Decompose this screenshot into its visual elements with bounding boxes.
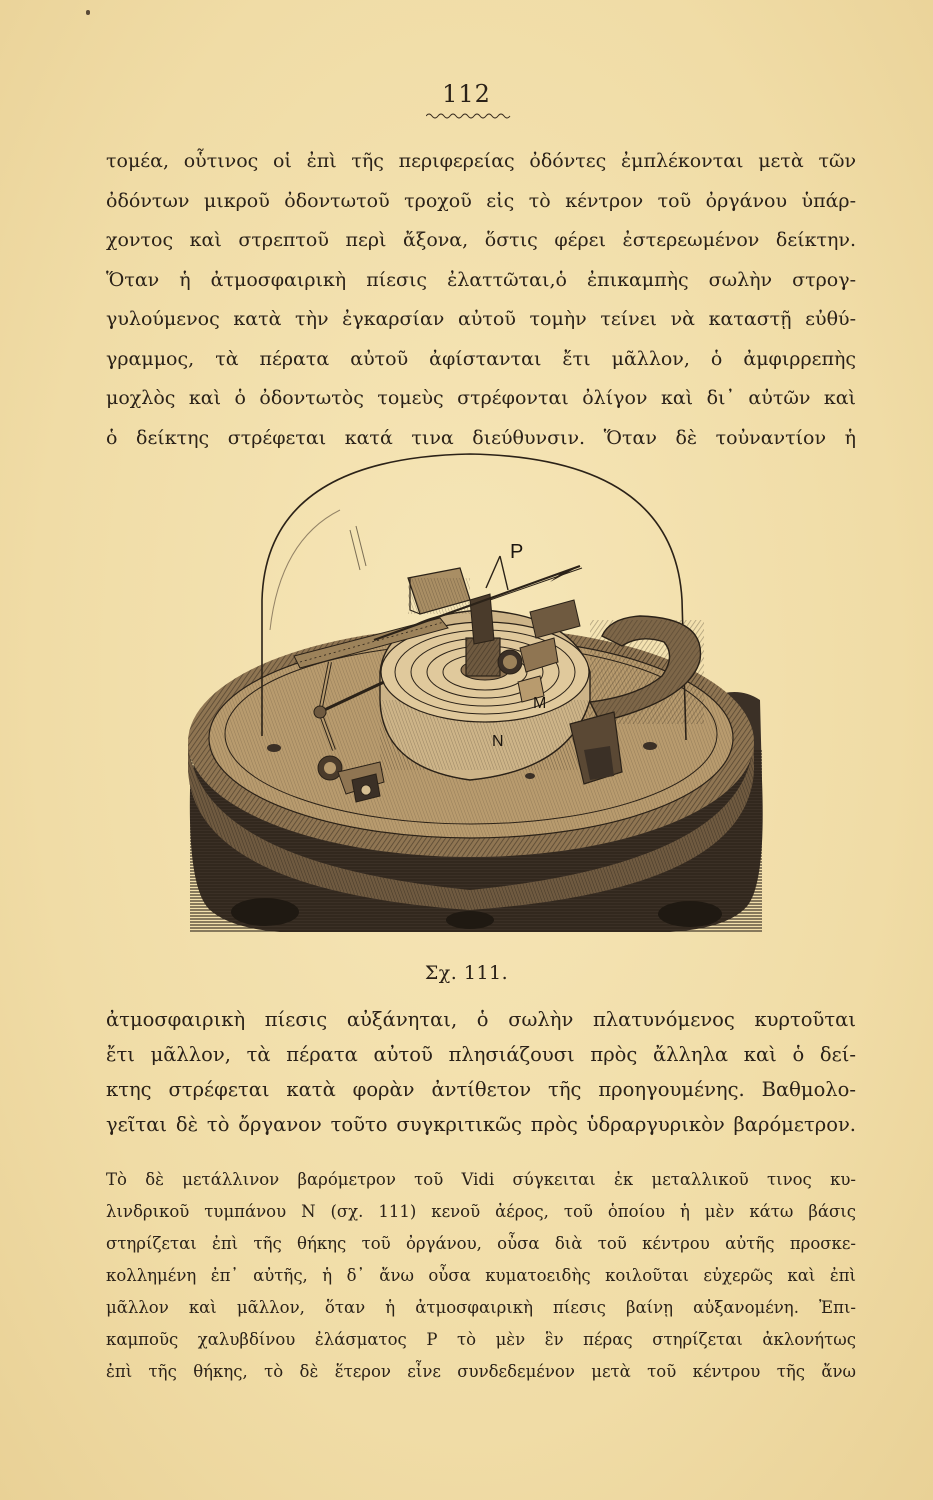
text-line: μᾶλλον καὶ μᾶλλον, ὅταν ἡ ἀτμοσφαιρικὴ πίεσις βαίνῃ αὐξανομένη. Ἐπι- bbox=[106, 1298, 856, 1317]
text-line: ἔτι μᾶλλον, τὰ πέρατα αὐτοῦ πλησιάζουσι πρὸς ἄλληλα καὶ ὁ δεί- bbox=[106, 1043, 856, 1066]
aneroid-barometer-engraving bbox=[170, 450, 770, 948]
text-line: λινδρικοῦ τυμπάνου N (σχ. 111) κενοῦ ἀέρος, τοῦ ὁποίου ἡ μὲν κάτω βάσις bbox=[106, 1202, 856, 1221]
figure-label-m: M bbox=[533, 695, 547, 712]
text-line: ὁ δείκτης στρέφεται κατά τινα διεύθυνσιν. Ὅταν δὲ τοὐναντίον ἡ bbox=[106, 426, 856, 449]
text-line: γραμμος, τὰ πέρατα αὐτοῦ ἀφίστανται ἔτι μᾶλλον, ὁ ἀμφιρρεπὴς bbox=[106, 347, 856, 370]
text-line: Τὸ δὲ μετάλλινον βαρόμετρον τοῦ Vidi σύγκειται ἐκ μεταλλικοῦ τινος κυ- bbox=[106, 1170, 856, 1189]
figure-caption: Σχ. 111. bbox=[424, 962, 509, 984]
figure-label-p: P bbox=[510, 541, 524, 563]
page-number: 112 bbox=[442, 80, 491, 108]
text-line: ἀτμοσφαιρικὴ πίεσις αὐξάνηται, ὁ σωλὴν πλατυνόμενος κυρτοῦται bbox=[106, 1008, 856, 1031]
text-line: ὀδόντων μικροῦ ὀδοντωτοῦ τροχοῦ εἰς τὸ κέντρον τοῦ ὀργάνου ὑπάρ- bbox=[106, 189, 856, 212]
text-line: χοντος καὶ στρεπτοῦ περὶ ἄξονα, ὅστις φέρει ἐστερεωμένον δείκτην. bbox=[106, 229, 856, 251]
text-line: Ὅταν ἡ ἀτμοσφαιρικὴ πίεσις ἐλαττῶται,ὁ ἐπικαμπὴς σωλὴν στρογ- bbox=[106, 268, 856, 291]
text-line: γυλούμενος κατὰ τὴν ἐγκαρσίαν αὐτοῦ τομὴν τείνει νὰ καταστῇ εὐθύ- bbox=[106, 308, 856, 330]
text-line: κτης στρέφεται κατὰ φορὰν ἀντίθετον τῆς προηγουμένης. Βαθμολο- bbox=[106, 1078, 856, 1101]
ink-speck bbox=[86, 10, 90, 15]
paragraph-middle bbox=[106, 1002, 856, 1142]
text-line: μοχλὸς καὶ ὁ ὀδοντωτὸς τομεὺς στρέφονται ὀλίγον καὶ δι᾽ αὐτῶν καὶ bbox=[106, 387, 856, 409]
text-line: κολλημένη ἐπ᾽ αὐτῆς, ἡ δ᾽ ἄνω οὖσα κυματοειδὴς κοιλοῦται εὐχερῶς καὶ ἐπὶ bbox=[106, 1266, 856, 1285]
text-line: καμποῦς χαλυβδίνου ἐλάσματος P τὸ μὲν ἓν πέρας στηρίζεται ἀκλονήτως bbox=[106, 1330, 856, 1349]
paragraph-small-print bbox=[106, 1164, 856, 1388]
text-line: τομέα, οὗτινος οἱ ἐπὶ τῆς περιφερείας ὀδόντες ἐμπλέκονται μετὰ τῶν bbox=[106, 150, 856, 172]
text-line: ἐπὶ τῆς θήκης, τὸ δὲ ἕτερον εἶνε συνδεδεμένον μετὰ τοῦ κέντρου τῆς ἄνω bbox=[106, 1362, 856, 1381]
paragraph-top bbox=[106, 142, 856, 458]
text-line: γεῖται δὲ τὸ ὄργανον τοῦτο συγκριτικῶς πρὸς ὑδραργυρικὸν βαρόμετρον. bbox=[106, 1113, 856, 1136]
figure-label-n: N bbox=[492, 733, 504, 750]
text-line: στηρίζεται ἐπὶ τῆς θήκης τοῦ ὀργάνου, οὖσα διὰ τοῦ κέντρου αὐτῆς προσκε- bbox=[106, 1234, 856, 1253]
wavy-rule-ornament bbox=[426, 112, 512, 120]
